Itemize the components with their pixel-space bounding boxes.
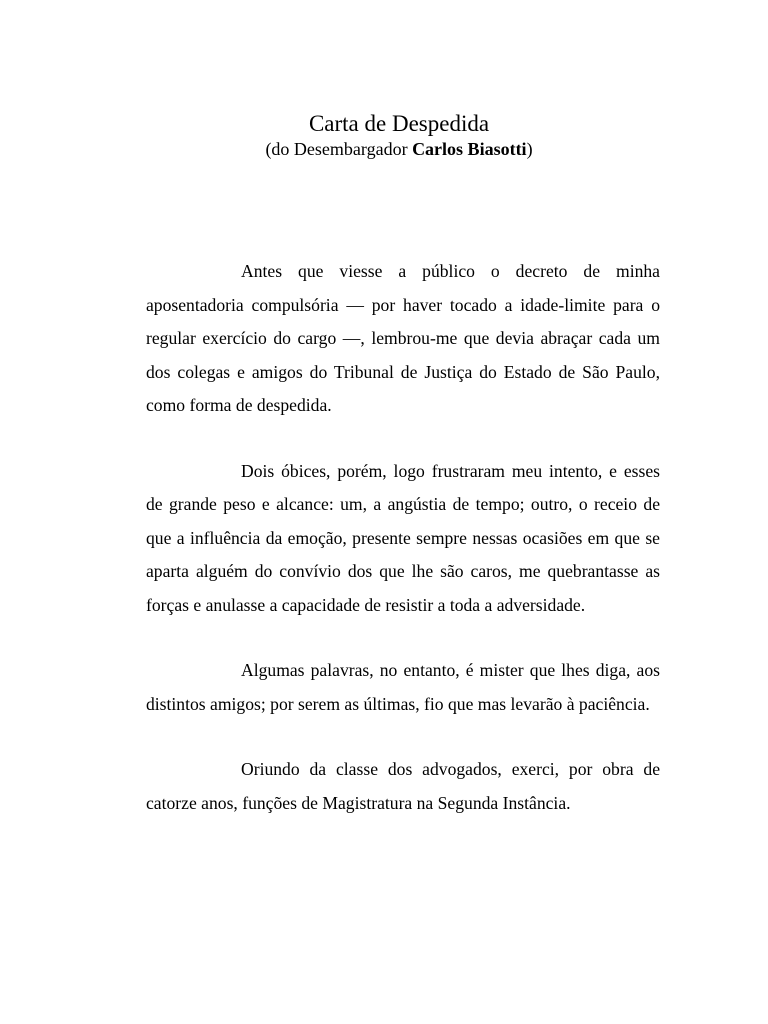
paragraph-1: Antes que viesse a público o decreto de minha aposentadoria compulsória — por haver tocado a idade-limite para o regular exercício do cargo —, lembrou-me que devia abraçar cada um dos colegas e amigos do Tribunal de Justiça do Estado de São Paulo, como forma de despedida.	[146, 261, 660, 415]
paragraph-2: Dois óbices, porém, logo frustraram meu intento, e esses de grande peso e alcance: um, a angústia de tempo; outro, o receio de que a influência da emoção, presente sempre nessas ocasiões em que se aparta alguém do convívio dos que lhe são caros, me quebrantasse as forças e anulasse a capacidade de resistir a toda a adversidade.	[146, 460, 660, 615]
paragraph-4: Oriundo da classe dos advogados, exerci, por obra de catorze anos, funções de Magistratura na Segunda Instância.	[146, 759, 660, 813]
document-title: Carta de Despedida	[308, 111, 490, 136]
author-name: Carlos Biasotti	[412, 139, 527, 159]
letter-body	[146, 255, 660, 852]
document-subtitle	[0, 137, 768, 161]
subtitle-suffix: )	[526, 139, 533, 159]
subtitle-prefix: (do Desembargador	[265, 139, 413, 159]
paragraph-3: Algumas palavras, no entanto, é mister que lhes diga, aos distintos amigos; por serem as últimas, fio que mas levarão à paciência.	[146, 660, 660, 714]
